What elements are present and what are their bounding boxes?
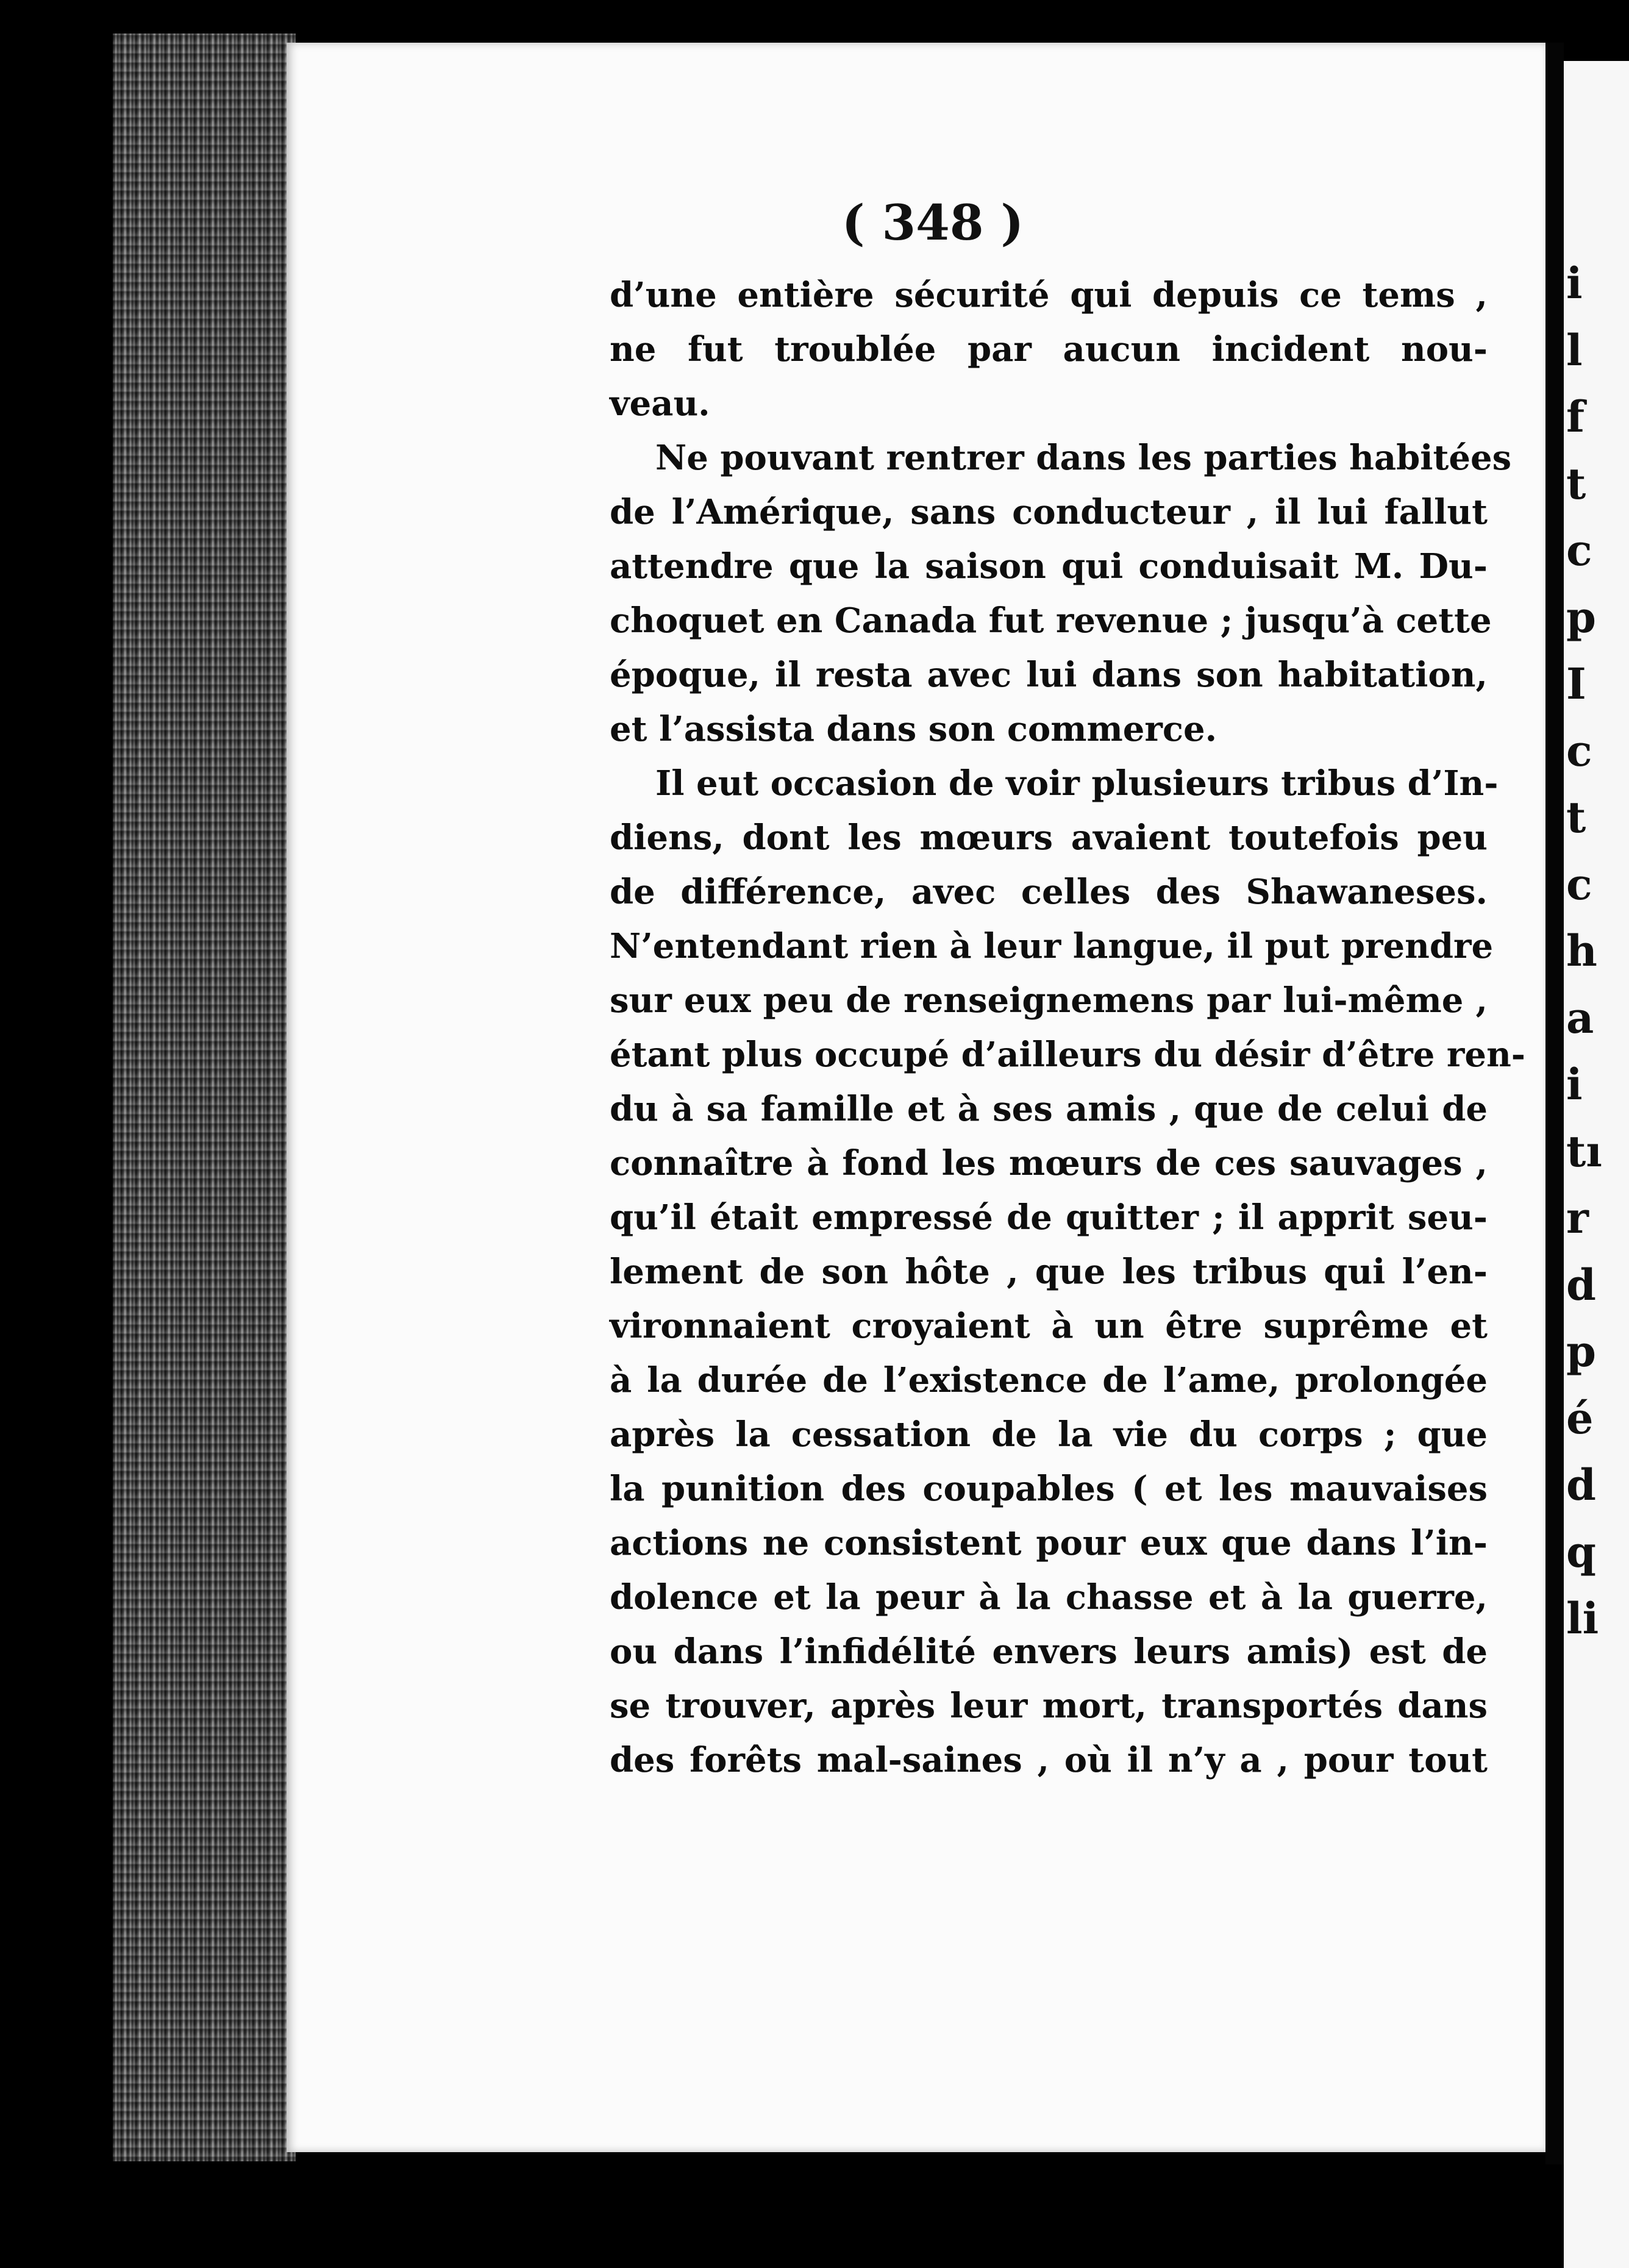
text-line: qu’il était empressé de quitter ; il apprit seu- (610, 1197, 1488, 1238)
facing-page-line-fragment: p (1566, 591, 1596, 643)
facing-page-line-fragment: q (1566, 1526, 1596, 1577)
facing-page-line-fragment: l (1566, 324, 1583, 376)
facing-page-line-fragment: i (1566, 258, 1583, 308)
facing-page-line-fragment: p (1566, 1326, 1596, 1377)
text-line: de l’Amérique, sans conducteur , il lui fallut (610, 492, 1488, 532)
facing-page-line-fragment: c (1566, 858, 1592, 910)
facing-page-line-fragment: é (1566, 1393, 1594, 1444)
text-line: dolence et la peur à la chasse et à la guerre, (610, 1577, 1488, 1617)
text-line: actions ne consistent pour eux que dans l’in- (610, 1523, 1488, 1563)
facing-page-line-fragment: i (1566, 1059, 1583, 1110)
facing-page-line-fragment: d (1566, 1460, 1596, 1511)
text-line: diens, dont les mœurs avaient toutefois peu (610, 818, 1488, 858)
facing-page-line-fragment: li (1566, 1593, 1599, 1644)
text-line: ou dans l’infidélité envers leurs amis) est de (610, 1631, 1488, 1672)
text-line: époque, il resta avec lui dans son habitation, (610, 655, 1488, 695)
page-body-text (610, 268, 1526, 1788)
text-line: N’entendant rien à leur langue, il put prendre (610, 926, 1494, 966)
text-line: lement de son hôte , que les tribus qui l’en- (610, 1252, 1488, 1292)
facing-page-line-fragment: r (1566, 1193, 1589, 1244)
text-line: et l’assista dans son commerce. (610, 709, 1217, 749)
text-line: après la cessation de la vie du corps ; que (610, 1414, 1488, 1455)
facing-page-line-fragment: d (1566, 1259, 1596, 1310)
text-line: de différence, avec celles des Shawaneses. (610, 872, 1488, 912)
facing-page-line-fragment: f (1566, 391, 1585, 443)
text-line: vironnaient croyaient à un être suprême et (610, 1306, 1488, 1346)
facing-page-line-fragment: t (1566, 792, 1586, 843)
text-line: connaître à fond les mœurs de ces sauvages , (610, 1143, 1488, 1183)
page-number: ( 348 ) (841, 194, 1024, 251)
text-line: d’une entière sécurité qui depuis ce tems , (610, 275, 1488, 315)
facing-page-line-fragment: a (1566, 992, 1594, 1043)
facing-page-edge (1564, 61, 1629, 2268)
text-line: ne fut troublée par aucun incident nou- (610, 329, 1488, 369)
text-line: sur eux peu de renseignemens par lui-même , (610, 980, 1488, 1021)
text-line: étant plus occupé d’ailleurs du désir d’être ren- (610, 1035, 1526, 1075)
facing-page-line-fragment: h (1566, 925, 1597, 977)
text-line: des forêts mal-saines , où il n’y a , pour tout (610, 1740, 1488, 1780)
text-line: Ne pouvant rentrer dans les parties habitées (655, 438, 1512, 478)
facing-page-line-fragment: c (1566, 725, 1592, 776)
text-line: attendre que la saison qui conduisait M. Du- (610, 546, 1488, 587)
book-fore-edge (113, 34, 296, 2161)
facing-page-line-fragment: c (1566, 525, 1592, 576)
text-line: se trouver, après leur mort, transportés dans (610, 1686, 1488, 1726)
text-line: la punition des coupables ( et les mauvaises (610, 1469, 1488, 1509)
text-line: Il eut occasion de voir plusieurs tribus d’In- (655, 763, 1499, 804)
facing-page-line-fragment: I (1566, 658, 1586, 710)
page-gutter (1545, 43, 1564, 2164)
text-line: à la durée de l’existence de l’ame, prolongée (610, 1360, 1488, 1400)
text-line: veau. (610, 383, 710, 424)
text-line: du à sa famille et à ses amis , que de celui de (610, 1089, 1488, 1129)
text-line: choquet en Canada fut revenue ; jusqu’à cette (610, 601, 1492, 641)
facing-page-line-fragment: tı (1566, 1125, 1602, 1177)
facing-page-line-fragment: t (1566, 458, 1586, 509)
